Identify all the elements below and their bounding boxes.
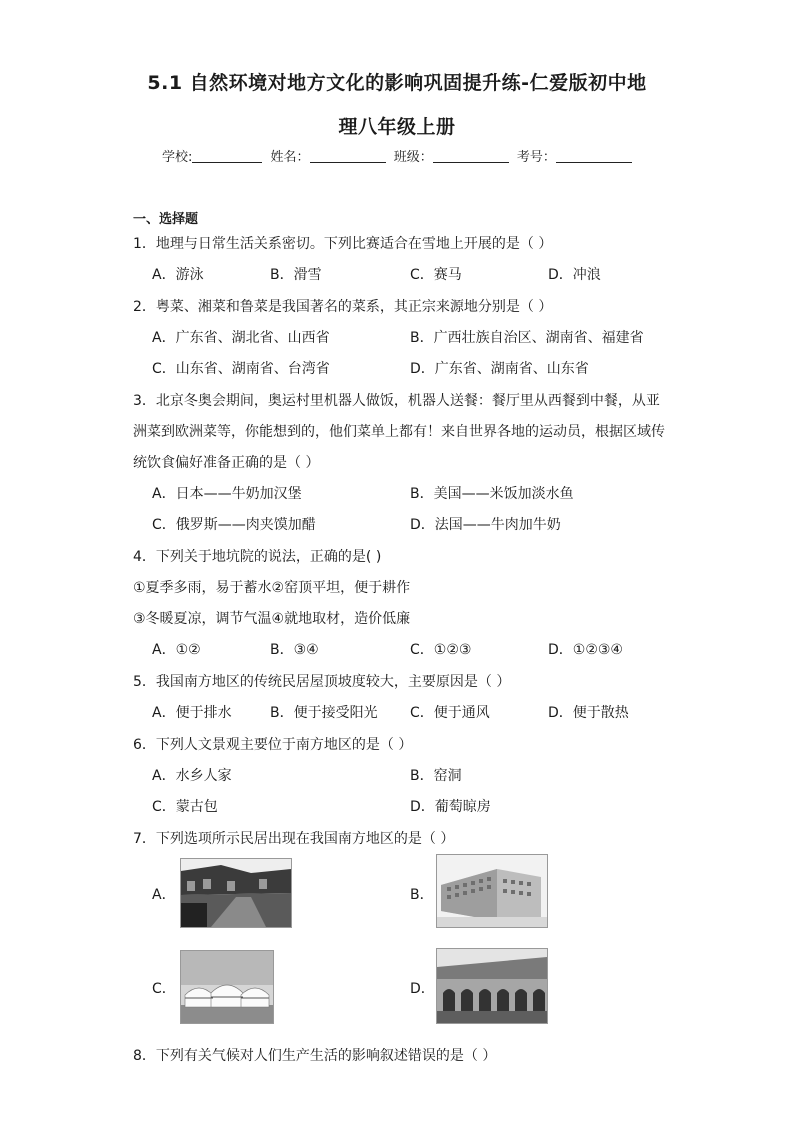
q1-option-a[interactable]: A．游泳 [152,267,204,283]
q3-option-d[interactable]: D．法国——牛肉加牛奶 [410,517,561,533]
q7-image-water-town[interactable] [180,858,292,928]
q1-option-c[interactable]: C．赛马 [410,267,462,283]
school-blank[interactable] [192,148,262,163]
section-heading: 一、选择题 [133,212,199,227]
q3-stem-line-1: 3．北京冬奥会期间，奥运村里机器人做饭，机器人送餐：餐厅里从西餐到中餐，从亚 [133,393,660,409]
yurt-photo-icon [181,951,273,1023]
q2-option-a[interactable]: A．广东省、湖北省、山西省 [152,330,330,346]
q4-option-a[interactable]: A．①② [152,642,201,658]
q7-image-cave-dwelling[interactable] [436,948,548,1024]
q4-option-b[interactable]: B．③④ [270,642,319,658]
school-label: 学校: [162,150,193,165]
class-blank[interactable] [433,148,509,163]
name-label: 姓名： [270,150,310,165]
q4-stem-line-3: ③冬暖夏凉，调节气温④就地取材，造价低廉 [133,611,411,627]
q6-option-a[interactable]: A．水乡人家 [152,768,232,784]
q2-option-d[interactable]: D．广东省、湖南省、山东省 [410,361,589,377]
q2-stem: 2．粤菜、湘菜和鲁菜是我国著名的菜系，其正宗来源地分别是（ ） [133,299,553,315]
q4-stem-line-2: ①夏季多雨，易于蓄水②窑顶平坦，便于耕作 [133,580,411,596]
q7-image-lattice-building[interactable] [436,854,548,928]
water-town-photo-icon [181,859,291,927]
q3-option-b[interactable]: B．美国——米饭加淡水鱼 [410,486,574,502]
q2-option-b[interactable]: B．广西壮族自治区、湖南省、福建省 [410,330,644,346]
number-blank[interactable] [556,148,632,163]
q6-option-b[interactable]: B．窑洞 [410,768,462,784]
lattice-building-photo-icon [437,855,547,927]
q5-option-c[interactable]: C．便于通风 [410,705,490,721]
q6-option-d[interactable]: D．葡萄晾房 [410,799,491,815]
q7-option-c-label[interactable]: C． [152,981,176,997]
q3-stem-line-3: 统饮食偏好准备正确的是（ ） [133,455,320,471]
q4-stem-line-1: 4．下列关于地坑院的说法，正确的是( ) [133,549,382,565]
q7-option-b-label[interactable]: B． [410,887,434,903]
number-label: 考号： [516,150,556,165]
q1-option-b[interactable]: B．滑雪 [270,267,322,283]
q7-image-yurts[interactable] [180,950,274,1024]
q1-option-d[interactable]: D．冲浪 [548,267,601,283]
student-info [162,146,636,165]
q5-stem: 5．我国南方地区的传统民居屋顶坡度较大，主要原因是（ ） [133,674,511,690]
class-label: 班级： [393,150,433,165]
page-title-line-2: 理八年级上册 [338,116,456,138]
q4-option-d[interactable]: D．①②③④ [548,642,623,658]
page-title-line-1: 5.1 自然环境对地方文化的影响巩固提升练-仁爱版初中地 [147,72,647,94]
q7-stem: 7．下列选项所示民居出现在我国南方地区的是（ ） [133,831,455,847]
q3-option-a[interactable]: A．日本——牛奶加汉堡 [152,486,302,502]
q3-option-c[interactable]: C．俄罗斯——肉夹馍加醋 [152,517,316,533]
name-blank[interactable] [310,148,386,163]
q7-option-d-label[interactable]: D． [410,981,435,997]
q4-option-c[interactable]: C．①②③ [410,642,472,658]
cave-dwelling-photo-icon [437,949,547,1023]
q6-stem: 6．下列人文景观主要位于南方地区的是（ ） [133,737,413,753]
q5-option-a[interactable]: A．便于排水 [152,705,232,721]
q6-option-c[interactable]: C．蒙古包 [152,799,218,815]
q3-stem-line-2: 洲菜到欧洲菜等，你能想到的，他们菜单上都有！来自世界各地的运动员，根据区域传 [133,424,665,440]
q2-option-c[interactable]: C．山东省、湖南省、台湾省 [152,361,330,377]
q5-option-d[interactable]: D．便于散热 [548,705,629,721]
q5-option-b[interactable]: B．便于接受阳光 [270,705,378,721]
q1-stem: 1．地理与日常生活关系密切。下列比赛适合在雪地上开展的是（ ） [133,236,553,252]
q7-option-a-label[interactable]: A． [152,887,176,903]
q8-stem: 8．下列有关气候对人们生产生活的影响叙述错误的是（ ） [133,1048,497,1064]
